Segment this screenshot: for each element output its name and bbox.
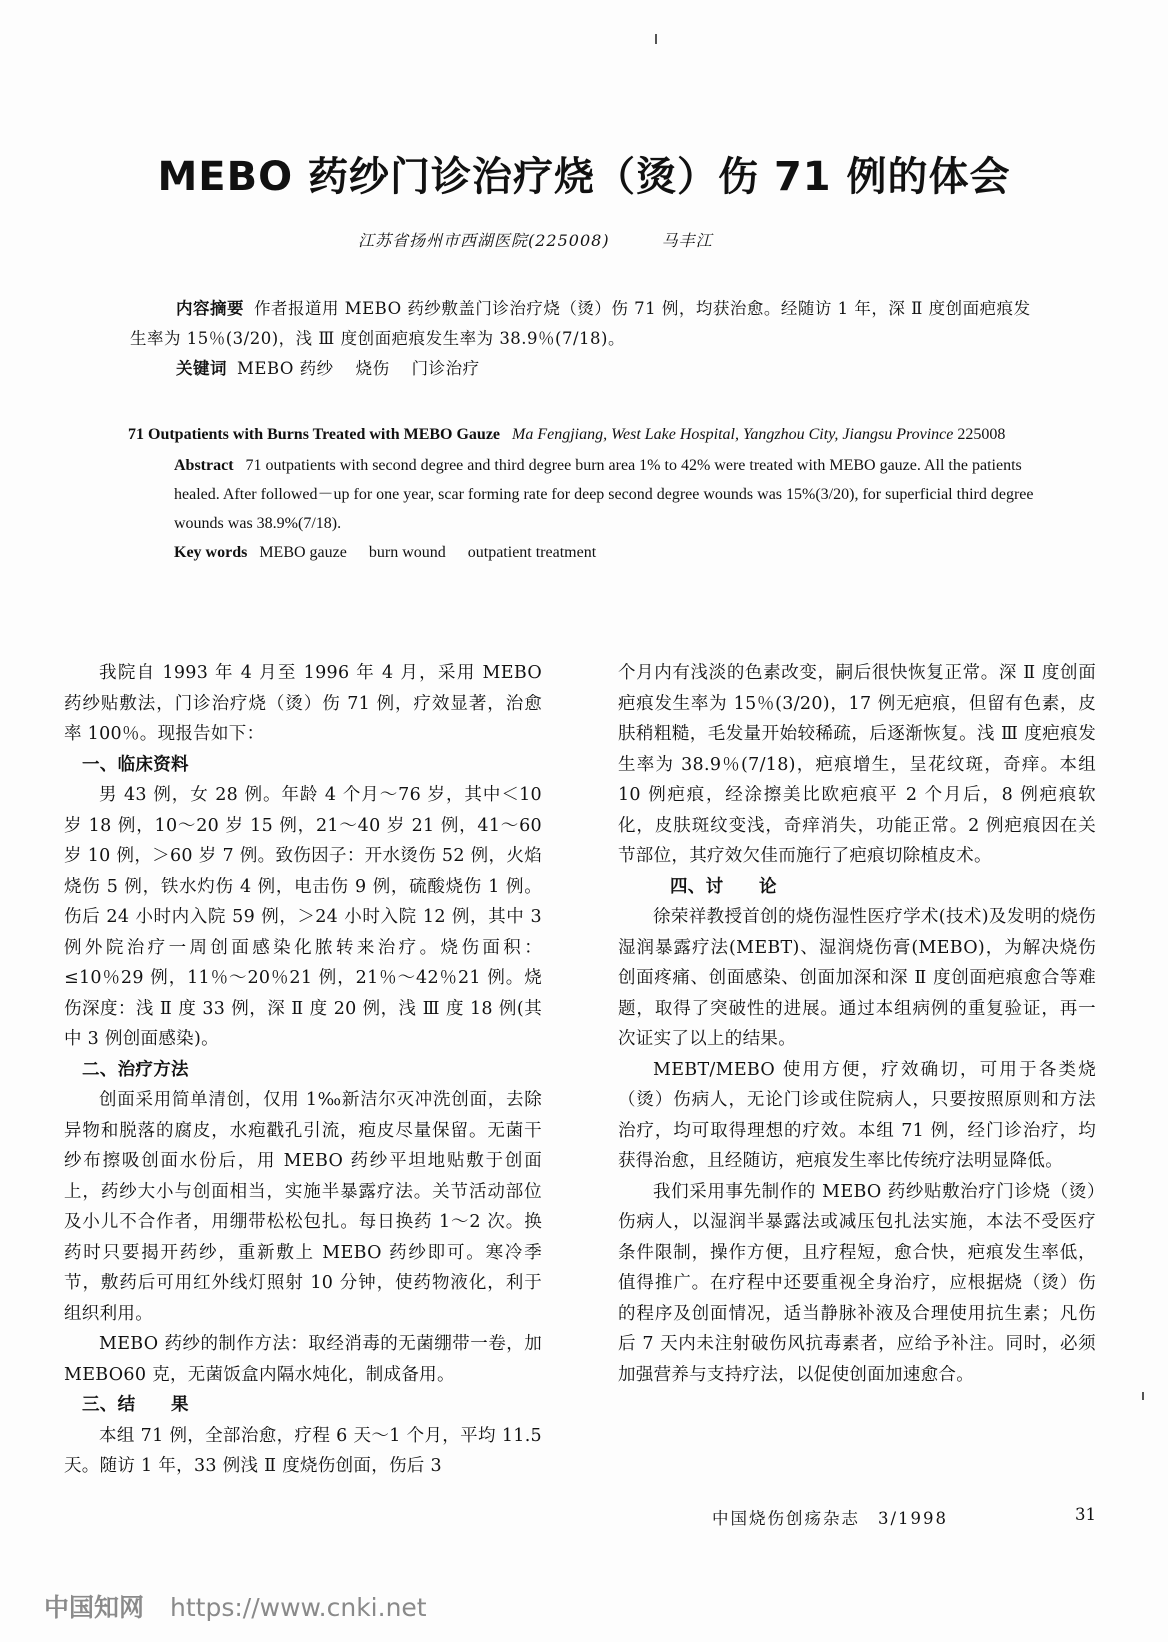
keywords-zh-label: 关键词 [176, 359, 227, 378]
chinese-abstract [130, 294, 1040, 384]
results-paragraph: 本组 71 例，全部治愈，疗程 6 天～1 个月，平均 11.5 天。随访 1 年，33 例浅 Ⅱ 度烧伤创面，伤后 3 [64, 1425, 542, 1476]
abstract-zh-text-block [130, 294, 1040, 354]
discussion-paragraph-3: 我们采用事先制作的 MEBO 药纱贴敷治疗门诊烧（烫）伤病人，以湿润半暴露法或减压包扎法实施，本法不受医疗条件限制，操作方便，且疗程短，愈合快，疤痕发生率低，值得推广。在疗程中还要重视全身治疗，应根据烧（烫）伤的程序及创面情况，适当静脉补液及合理使用抗生素；凡伤后 7 天内未注射破伤风抗毒素者，应给予补注。同时，必须加强营养与支持疗法，以促使创面加速愈合。 [618, 1181, 1096, 1385]
abstract-zh-text: 作者报道用 MEBO 药纱敷盖门诊治疗烧（烫）伤 71 例，均获治愈。经随访 1 年，深 Ⅱ 度创面疤痕发生率为 15％(3/20)，浅 Ⅲ 度创面疤痕发生率为 38.9％(7/18)。 [130, 299, 1031, 348]
english-title-line [128, 420, 1040, 449]
page-number: 31 [1075, 1505, 1096, 1524]
body-left-column [64, 658, 542, 1482]
discussion-paragraph-1: 徐荣祥教授首创的烧伤湿性医疗学术(技术)及发明的烧伤湿润暴露疗法(MEBT)、湿润烧伤膏(MEBO)，为解决烧伤创面疼痛、创面感染、创面加深和深 Ⅱ 度创面疤痕愈合等难题，取得了突破性的进展。通过本组病例的重复验证，再一次证实了以上的结果。 [618, 907, 1096, 1049]
abstract-zh-label: 内容摘要 [176, 299, 244, 318]
affiliation-line [358, 228, 713, 251]
keywords-en-label: Key words [174, 544, 248, 561]
english-abstract-body [128, 451, 1040, 538]
journal-footer [712, 1505, 948, 1529]
section-heading-treatment: 二、治疗方法 [82, 1059, 189, 1080]
abstract-en-text: 71 outpatients with second degree and third degree burn area 1% to 42% were treated with MEBO gauze. All the patients healed. After followed－up for one year, scar forming rate for deep second degree wounds was 15%(3/20), for superficial third degree wounds was 38.9%(7/18). [174, 457, 1034, 532]
abstract-en-label: Abstract [174, 457, 234, 474]
english-postcode: 225008 [957, 426, 1006, 443]
journal-name: 中国烧伤创疡杂志 [712, 1509, 860, 1528]
section-heading-results: 三、结 果 [82, 1395, 189, 1415]
scan-speck [1142, 1392, 1144, 1400]
clinical-data-paragraph: 男 43 例，女 28 例。年龄 4 个月～76 岁，其中＜10 岁 18 例，10～20 岁 15 例，21～40 岁 21 例，41～60 岁 10 例，＞60 岁 7 例。致伤因子：开水烫伤 52 例，火焰烧伤 5 例，铁水灼伤 4 例，电击伤 9 例，硫酸烧伤 1 例。伤后 24 小时内入院 59 例，＞24 小时入院 12 例，其中 3 例外院治疗一周创面感染化脓转来治疗。烧伤面积：≤10％29 例，11％～20％21 例，21％～42％21 例。烧伤深度：浅 Ⅱ 度 33 例，深 Ⅱ 度 20 例，浅 Ⅲ 度 18 例(其中 3 例创面感染)。 [64, 785, 542, 1049]
english-title: 71 Outpatients with Burns Treated with MEBO Gauze [128, 426, 501, 443]
keywords-zh [130, 354, 1040, 384]
cnki-logo: 中国知网 [44, 1593, 145, 1622]
keyword-en: outpatient treatment [467, 544, 597, 561]
author: 马丰江 [661, 231, 713, 250]
body-right-column [618, 658, 1096, 1390]
keyword-en: MEBO gauze [259, 544, 347, 561]
section-heading-discussion: 四、讨 论 [670, 876, 777, 897]
keyword-zh: 门诊治疗 [411, 359, 480, 378]
article-title: MEBO 药纱门诊治疗烧（烫）伤 71 例的体会 [157, 153, 1011, 200]
scan-speck [655, 34, 657, 44]
keywords-en [128, 538, 1040, 567]
journal-issue: 3/1998 [878, 1509, 949, 1528]
intro-paragraph: 我院自 1993 年 4 月至 1996 年 4 月，采用 MEBO 药纱贴敷法，门诊治疗烧（烫）伤 71 例，疗效显著，治愈率 100％。现报告如下： [64, 663, 542, 744]
gauze-preparation-paragraph: MEBO 药纱的制作方法：取经消毒的无菌绷带一卷，加 MEBO60 克，无菌饭盒内隔水炖化，制成备用。 [64, 1334, 542, 1385]
results-paragraph-continued: 个月内有浅淡的色素改变，嗣后很快恢复正常。深 Ⅱ 度创面疤痕发生率为 15％(3/20)，17 例无疤痕，但留有色素，皮肤稍粗糙，毛发量开始较稀疏，后逐渐恢复。浅 Ⅲ 度疤痕发生率为 38.9％(7/18)，疤痕增生，呈花纹斑，奇痒。本组 10 例疤痕，经涂擦美比欧疤痕平 2 个月后，8 例疤痕软化，皮肤斑纹变浅，奇痒消失，功能正常。2 例疤痕因在关节部位，其疗效欠佳而施行了疤痕切除植皮术。 [618, 663, 1096, 866]
cnki-watermark [44, 1588, 427, 1624]
keyword-zh: 烧伤 [355, 359, 390, 378]
english-abstract [128, 420, 1040, 567]
discussion-paragraph-2: MEBT/MEBO 使用方便，疗效确切，可用于各类烧（烫）伤病人，无论门诊或住院病人，只要按照原则和方法治疗，均可取得理想的疗效。本组 71 例，经门诊治疗，均获得治愈，且经随访，疤痕发生率比传统疗法明显降低。 [618, 1059, 1096, 1171]
section-heading-clinical-data: 一、临床资料 [82, 754, 189, 775]
keyword-zh: MEBO 药纱 [237, 359, 334, 378]
affiliation: 江苏省扬州市西湖医院(225008) [358, 231, 610, 250]
treatment-paragraph: 创面采用简单清创，仅用 1‰新洁尔灭冲洗创面，去除异物和脱落的腐皮，水疱戳孔引流，疱皮尽量保留。无菌干纱布擦吸创面水份后，用 MEBO 药纱平坦地贴敷于创面上，药纱大小与创面相当，实施半暴露疗法。关节活动部位及小儿不合作者，用绷带松松包扎。每日换药 1～2 次。换药时只要揭开药纱，重新敷上 MEBO 药纱即可。寒冷季节，敷药后可用红外线灯照射 10 分钟，使药物液化，利于组织利用。 [64, 1090, 542, 1324]
cnki-url[interactable]: https://www.cnki.net [170, 1593, 427, 1622]
english-author-affiliation: Ma Fengjiang, West Lake Hospital, Yangzhou City, Jiangsu Province [512, 426, 954, 443]
keyword-en: burn wound [368, 544, 446, 561]
